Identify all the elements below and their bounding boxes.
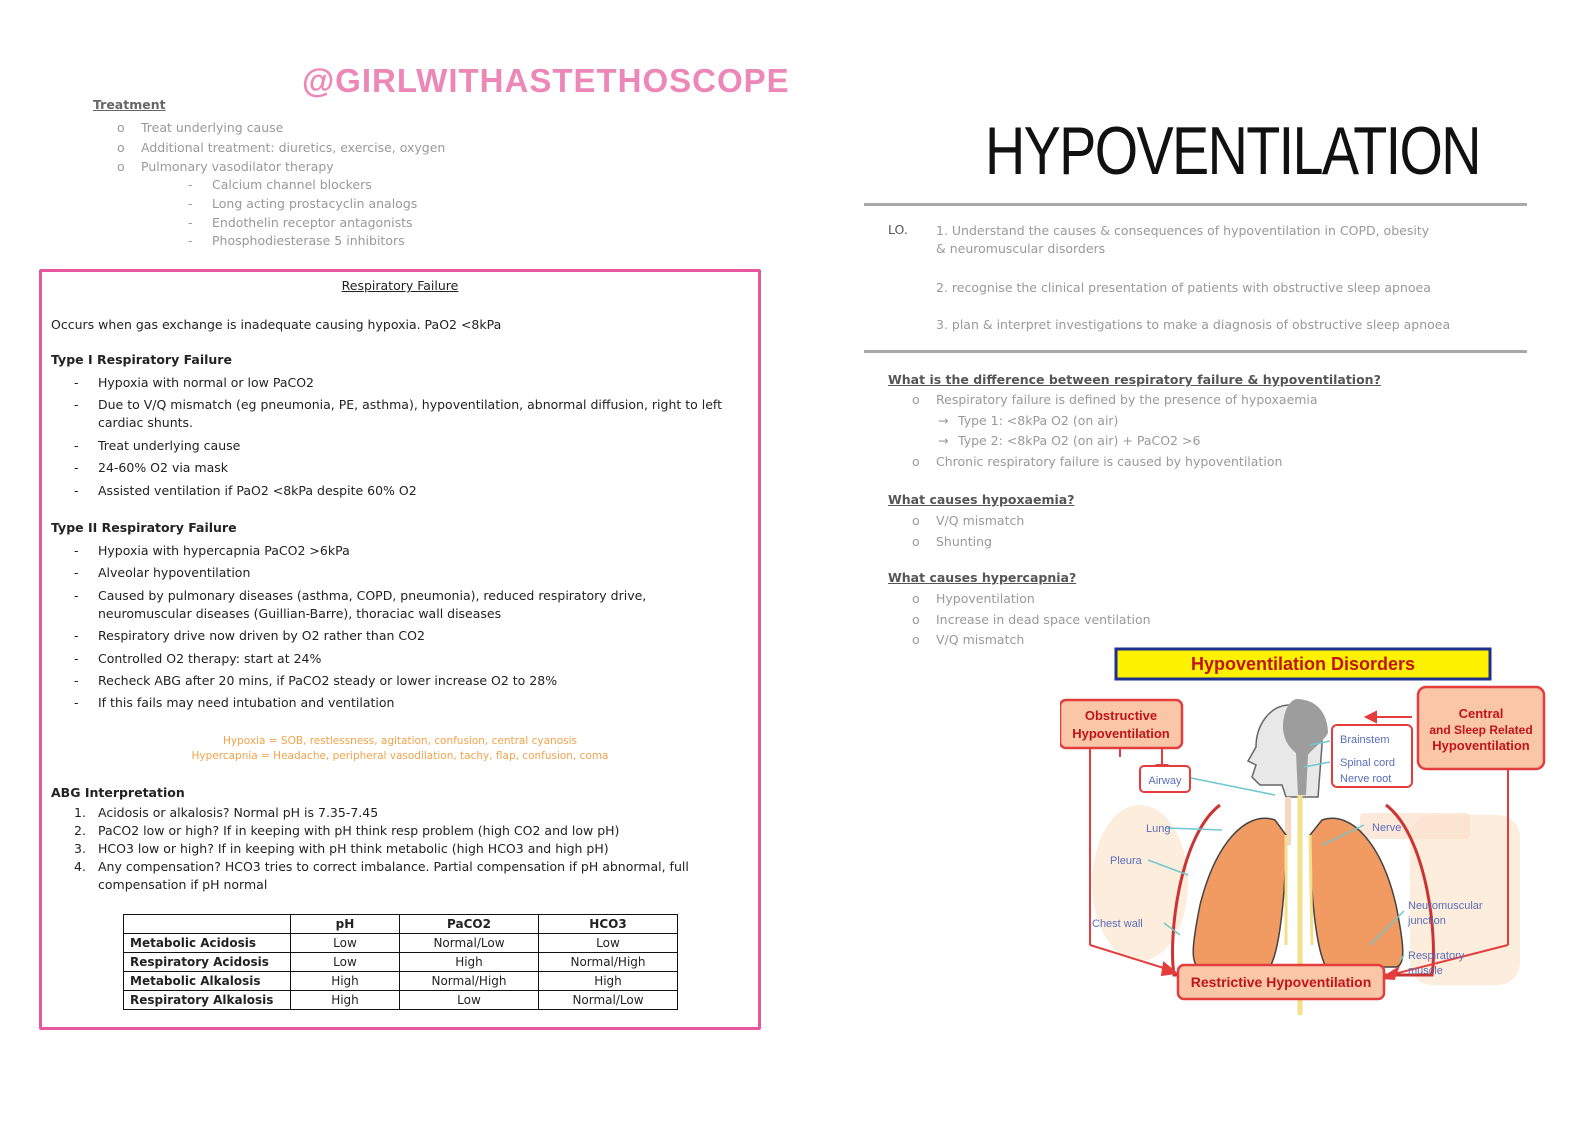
table-header: pH: [291, 915, 400, 934]
table-cell: Low: [291, 934, 400, 953]
list-item: - Endothelin receptor antagonists: [188, 214, 413, 230]
diagram-title: Hypoventilation Disorders: [1190, 654, 1416, 674]
list-item: - Assisted ventilation if PaO2 <8kPa despite 60% O2: [74, 482, 417, 498]
hypoventilation-diagram: [1060, 645, 1566, 1025]
table-header: PaCO2: [400, 915, 539, 934]
list-item: → Type 2: <8kPa O2 (on air) + PaCO2 >6: [912, 431, 1512, 452]
resp-muscle-label: muscle: [1408, 965, 1443, 977]
list-item: o Pulmonary vasodilator therapy: [117, 159, 334, 175]
lo-item-1: 1. Understand the causes & consequences of hypoventilation in COPD, obesity & neuromuscular disorders: [936, 223, 1430, 256]
hypercapnia-note: Hypercapnia = Headache, peripheral vasodilation, tachy, flap, confusion, coma: [191, 750, 609, 762]
spinal-cord-label: Spinal cord: [1340, 757, 1396, 769]
respiratory-failure-intro: Occurs when gas exchange is inadequate causing hypoxia. PaO2 <8kPa: [51, 317, 502, 332]
arrow-right-icon: →: [938, 433, 949, 448]
list-item: - Calcium channel blockers: [188, 177, 372, 192]
type1-heading: Type I Respiratory Failure: [51, 352, 232, 367]
abg-heading: ABG Interpretation: [51, 785, 185, 800]
page-title: HYPOVENTILATION: [985, 113, 1480, 189]
arrow-right-icon: →: [938, 412, 949, 428]
table-cell: Normal/Low: [539, 991, 678, 1010]
question-heading: What causes hypoxaemia?: [888, 492, 1075, 507]
q3-list: [912, 589, 1151, 651]
list-item: o Additional treatment: diuretics, exercise, oxygen: [117, 139, 446, 155]
nerve-root-label: Nerve root: [1340, 773, 1392, 785]
question-heading: What is the difference between respiratory failure & hypoventilation?: [888, 372, 1381, 387]
chest-wall-label: Chest wall: [1092, 918, 1143, 930]
table-cell: Low: [291, 953, 400, 972]
abg-steps: [74, 804, 724, 894]
watermark-handle: @GIRLWITHASTETHOSCOPE: [302, 62, 790, 99]
table-cell: High: [291, 991, 400, 1010]
table-row: [124, 934, 678, 953]
table-cell: High: [539, 972, 678, 991]
table-cell: Low: [539, 934, 678, 953]
table-cell: Low: [400, 991, 539, 1010]
treatment-list: [117, 118, 445, 177]
lo-item-2: 2. recognise the clinical presentation of patients with obstructive sleep apnoea: [936, 280, 1431, 295]
pleura-label: Pleura: [1110, 855, 1142, 867]
list-item: - Hypoxia with normal or low PaCO2: [74, 375, 314, 390]
list-item: - Hypoxia with hypercapnia PaCO2 >6kPa: [74, 543, 350, 558]
list-item: - Controlled O2 therapy: start at 24%: [74, 650, 322, 666]
central-label: and Sleep Related: [1429, 723, 1533, 737]
phrenic-nerve: [1310, 835, 1312, 945]
table-header: [124, 915, 291, 934]
list-item: o Respiratory failure is defined by the presence of hypoxaemia: [912, 392, 1318, 407]
q1-list: [912, 390, 1512, 472]
table-cell: Normal/High: [539, 953, 678, 972]
list-item: - Phosphodiesterase 5 inhibitors: [188, 233, 405, 249]
table-row: [124, 991, 678, 1010]
list-item: 4. Any compensation? HCO3 tries to correct imbalance. Partial compensation if pH abnormal, full compensation if pH normal: [74, 859, 689, 892]
brainstem-label: Brainstem: [1340, 734, 1390, 746]
neuromuscular-label: junction: [1408, 915, 1446, 927]
q2-list: [912, 511, 1024, 552]
list-item: - Respiratory drive now driven by O2 rather than CO2: [74, 628, 425, 644]
list-item: - Alveolar hypoventilation: [74, 565, 251, 581]
table-cell: Respiratory Acidosis: [124, 953, 291, 972]
table-row: [124, 972, 678, 991]
table-cell: Normal/Low: [400, 934, 539, 953]
list-item: o Chronic respiratory failure is caused by hypoventilation: [912, 453, 1283, 469]
list-item: - Caused by pulmonary diseases (asthma, COPD, pneumonia), reduced respiratory drive, neuromuscular diseases (Guillian-Barre), thoraciac wall diseases: [74, 587, 647, 621]
respiratory-failure-title: Respiratory Failure: [341, 278, 459, 293]
list-item: - Long acting prostacyclin analogs: [188, 195, 418, 211]
list-item: → Type 1: <8kPa O2 (on air): [912, 411, 1512, 432]
list-item: - Treat underlying cause: [74, 437, 241, 453]
list-item: o V/Q mismatch: [912, 632, 1025, 647]
abg-table: [123, 914, 678, 1010]
obstructive-label: Hypoventilation: [1072, 726, 1170, 741]
list-item: 3. HCO3 low or high? If in keeping with pH think metabolic (high HCO3 and high pH): [74, 841, 609, 856]
list-item: - Recheck ABG after 20 mins, if PaCO2 steady or lower increase O2 to 28%: [74, 672, 558, 688]
lo-label: LO.: [888, 222, 908, 237]
central-label: Central: [1458, 706, 1504, 721]
divider: [864, 350, 1527, 353]
list-item: - If this fails may need intubation and ventilation: [74, 695, 395, 711]
type2-list: [74, 542, 724, 717]
vasodilator-sublist: [188, 176, 417, 251]
treatment-heading: Treatment: [93, 97, 166, 112]
table-cell: Metabolic Acidosis: [124, 934, 291, 953]
divider: [864, 203, 1527, 206]
table-cell: Respiratory Alkalosis: [124, 991, 291, 1010]
list-item: o Increase in dead space ventilation: [912, 611, 1151, 627]
question-heading: What causes hypercapnia?: [888, 570, 1077, 585]
list-item: o Shunting: [912, 533, 992, 549]
lung-label: Lung: [1146, 823, 1171, 835]
table-cell: Metabolic Alkalosis: [124, 972, 291, 991]
table-header-row: [124, 915, 678, 934]
list-item: o V/Q mismatch: [912, 513, 1025, 528]
lo-item-3: 3. plan & interpret investigations to make a diagnosis of obstructive sleep apnoea: [936, 317, 1451, 332]
list-item: o Treat underlying cause: [117, 120, 284, 135]
central-label: Hypoventilation: [1432, 738, 1530, 753]
restrictive-label: Restrictive Hypoventilation: [1190, 974, 1372, 990]
list-item: 2. PaCO2 low or high? If in keeping with pH think resp problem (high CO2 and low pH): [74, 823, 620, 838]
type1-list: [74, 374, 724, 504]
table-cell: High: [291, 972, 400, 991]
neuromuscular-label: Neuromuscular: [1408, 900, 1483, 912]
list-item: o Hypoventilation: [912, 591, 1035, 606]
type2-heading: Type II Respiratory Failure: [51, 520, 237, 535]
list-item: - Due to V/Q mismatch (eg pneumonia, PE, asthma), hypoventilation, abnormal diffusion, right to left cardiac shunts.: [74, 397, 723, 431]
hypoxia-note: Hypoxia = SOB, restlessness, agitation, confusion, central cyanosis: [223, 735, 577, 747]
list-item: 1. Acidosis or alkalosis? Normal pH is 7.35-7.45: [74, 805, 379, 820]
obstructive-label: Obstructive: [1084, 708, 1158, 723]
left-lung: [1193, 818, 1286, 967]
nerve-label: Nerve: [1372, 822, 1402, 834]
right-lung: [1310, 818, 1403, 967]
list-item: - 24-60% O2 via mask: [74, 460, 229, 476]
table-header: HCO3: [539, 915, 678, 934]
resp-muscle-label: Respiratory: [1408, 950, 1465, 962]
table-row: [124, 953, 678, 972]
table-cell: High: [400, 953, 539, 972]
table-cell: Normal/High: [400, 972, 539, 991]
airway-label: Airway: [1148, 775, 1182, 787]
